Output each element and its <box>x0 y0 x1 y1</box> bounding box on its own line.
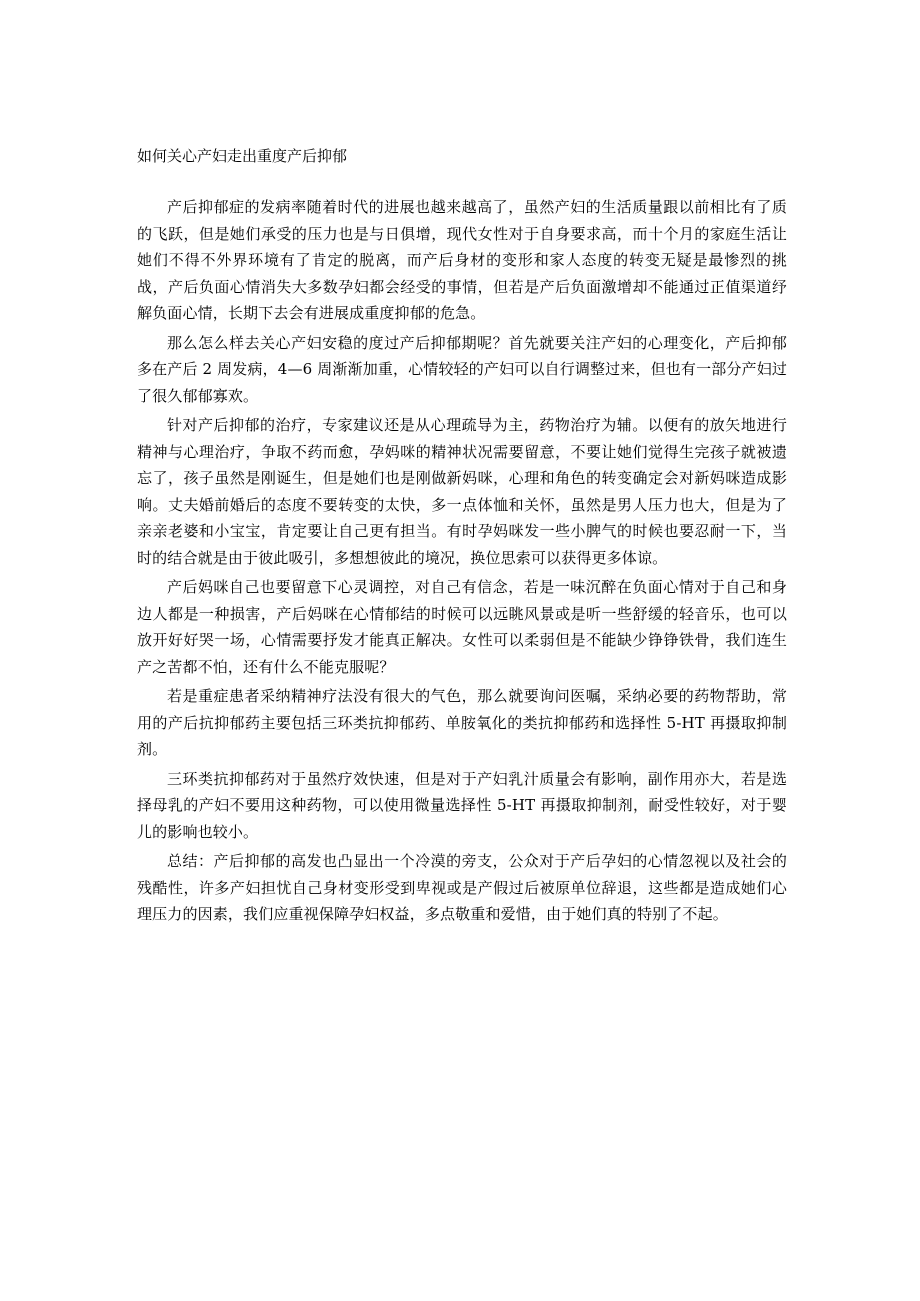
paragraph-medication: 若是重症患者采纳精神疗法没有很大的气色，那么就要询问医嘱，采纳必要的药物帮助，常用的产后抗抑郁药主要包括三环类抗抑郁药、单胺氧化的类抗抑郁药和选择性 5-HT 再摄取抑制剂。 <box>137 687 787 758</box>
paragraph-tricyclic: 三环类抗抑郁药对于虽然疗效快速，但是对于产妇乳汁质量会有影响，副作用亦大，若是选择母乳的产妇不要用这种药物，可以使用微量选择性 5-HT 再摄取抑制剂，耐受性较好，对于婴儿的影响也较小。 <box>137 769 787 841</box>
paragraph-how-to-help: 那么怎么样去关心产妇安稳的度过产后抑郁期呢？首先就要关注产妇的心理变化，产后抑郁多在产后 2 周发病，4—6 周渐渐加重，心情较轻的产妇可以自行调整过来，但也有一部分产妇过了很久郁郁寡欢。 <box>137 333 787 405</box>
paragraph-self-regulation: 产后妈咪自己也要留意下心灵调控，对自己有信念，若是一味沉醉在负面心情对于自己和身边人都是一种损害，产后妈咪在心情郁结的时候可以远眺风景或是听一些舒缓的轻音乐，也可以放开好好哭一场，心情需要抒发才能真正解决。女性可以柔弱但是不能缺少铮铮铁骨，我们连生产之苦都不怕，还有什么不能克服呢？ <box>137 578 787 676</box>
paragraph-summary: 总结：产后抑郁的高发也凸显出一个冷漠的旁支，公众对于产后孕妇的心情忽视以及社会的残酷性，许多产妇担忧自己身材变形受到卑视或是产假过后被原单位辞退，这些都是造成她们心理压力的因素，我们应重视保障孕妇权益，多点敬重和爱惜，由于她们真的特别了不起。 <box>137 852 787 923</box>
paragraph-intro: 产后抑郁症的发病率随着时代的进展也越来越高了，虽然产妇的生活质量跟以前相比有了质的飞跃，但是她们承受的压力也是与日俱增，现代女性对于自身要求高，而十个月的家庭生活让她们不得不外界环境有了肯定的脱离，而产后身材的变形和家人态度的转变无疑是最惨烈的挑战，产后负面心情消失大多数孕妇都会经受的事情，但若是产后负面激增却不能通过正值渠道纾解负面心情，长期下去会有进展成重度抑郁的危急。 <box>137 198 787 322</box>
document-title: 如何关心产妇走出重度产后抑郁 <box>137 147 348 165</box>
paragraph-treatment: 针对产后抑郁的治疗，专家建议还是从心理疏导为主，药物治疗为辅。以便有的放矢地进行精神与心理治疗，争取不药而愈，孕妈咪的精神状况需要留意，不要让她们觉得生完孩子就被遗忘了，孩子虽然是刚诞生，但是她们也是刚做新妈咪，心理和角色的转变确定会对新妈咪造成影响。丈夫婚前婚后的态度不要转变的太快，多一点体恤和关怀，虽然是男人压力也大，但是为了亲亲老婆和小宝宝，肯定要让自己更有担当。有时孕妈咪发一些小脾气的时候也要忍耐一下，当时的结合就是由于彼此吸引，多想想彼此的境况，换位思索可以获得更多体谅。 <box>137 416 787 567</box>
document-body <box>137 194 787 931</box>
